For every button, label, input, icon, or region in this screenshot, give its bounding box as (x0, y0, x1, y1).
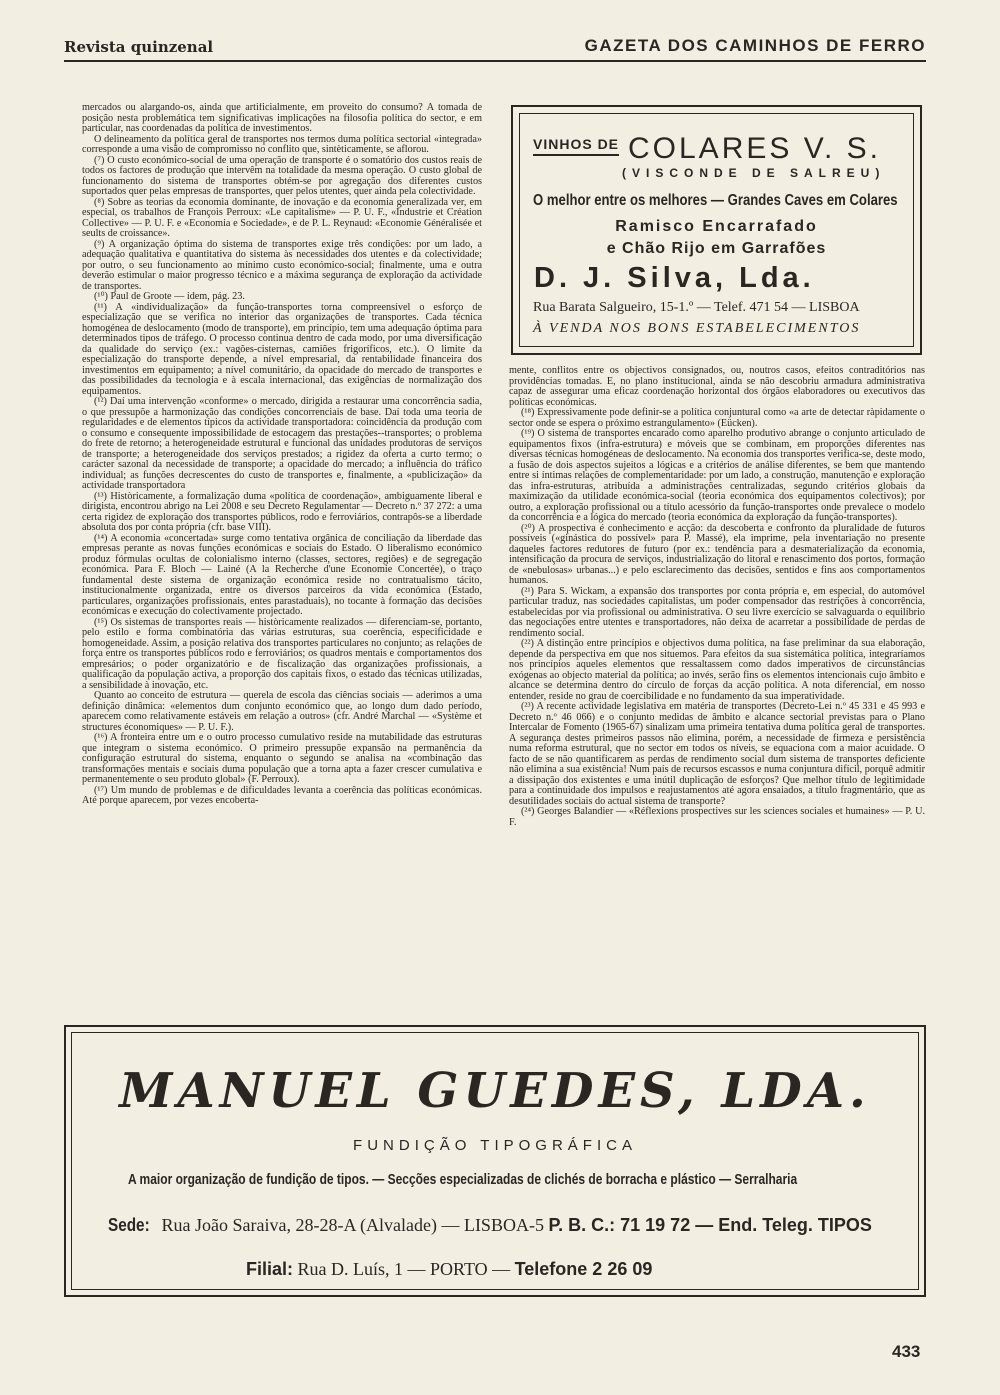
running-header (64, 34, 926, 62)
footnote: (²⁰) A prospectiva é conhecimento e acção: da descoberta e confronto da pluralidade de futuros possíveis («ginástica do possível» para P. Massé), ela imprime, pela inventariação no presente daqueles factores redutores de futuro (por ex.: tendência para a desmaterialização da economia, intensificação da procura de serviços, industrialização do litoral e renascimento dos portos, formação de «nebulosas» urbanas...) e pelo esclarecimento das decisões, sentidos e fins aos comportamentos humanos. (509, 522, 925, 586)
advert-product-2: e Chão Rijo em Garrafões (606, 240, 827, 257)
right-column (509, 366, 925, 1006)
left-column (82, 103, 482, 1005)
footnote: (⁷) O custo económico-social de uma operação de transporte é o somatório dos custos reais de todos os factores de produção que intervêm na totalidade da mesma operação. O custo global de funcionamento do sistema de transportes obtém-se por agregação dos diferentes custos suportados quer pelas empresas de transportes, quer pelos utentes, quer ainda pela colectividade. (82, 154, 482, 197)
paragraph: mente, conflitos entre os objectivos consignados, ou, noutros casos, efeitos contraditórios nas providências tomadas. E, no plano institucional, ainda se não descobriu armadura administrativa capaz de assegurar uma eficaz coordenação horizontal dos órgãos elaboradores ou executivos das políticas económicas. (509, 366, 925, 408)
filial-label: Filial: (246, 1259, 294, 1279)
footnote: (¹⁹) O sistema de transportes encarado como aparelho produtivo abrange o conjunto articulado de equipamentos fixos (infra-estrutura) e móveis que se combinam, em proporções diferentes nas diversas técnicas homogéneas de deslocamento. Na economia dos transportes verifica-se, deste modo, a fusão de dois aspectos sujeitos a lógicas e a critérios de análise diferentes, se bem que mantendo entre si íntimas relações de complementaridade: por um lado, a construção, manutenção e exploração das infra-estruturas, atribuída a administrações centralizadas, segundo critérios globais da maximização da utilidade económica-social (teoria económica dos equipamentos colectivos); por outro, a exploração profissional ou a título acessório da função-transportes onde prevalece o modelo da concorrência e a lógica do mercado (teoria económica da exploração da função-transportes). (509, 428, 925, 523)
advert-filial (246, 1259, 652, 1280)
footnote: (¹⁵) Os sistemas de transportes reais — històricamente realizados — diferenciam-se, portanto, pelo estilo e forma combinatória das várias estruturas, sua coerência, especificidade e homogeneidade. Assim, a posição relativa dos transportes particulares no conjunto; as relações de força entre os transportes públicos rodo e ferroviários; os quadros mentais e comportamentos dos empresários; o poder organizatório e de fiscalização das organizações profissionais, a qualificação da população activa, a proporção dos capitais fixos, o estado das técnicas utilizadas, a sensibilidade à inovação, etc. (82, 616, 482, 691)
page-number: 433 (892, 1342, 921, 1361)
footnote: (⁸) Sobre as teorias da economia dominante, de inovação e da economia generalizada ver, em especial, os trabalhos de François Perroux: «Le capitalisme» — P. U. F., «Industrie et Création Collective» — P. U. F. e «Economia e Sociedade», e de P. L. Reynaud: «Economie Généralisée et seults de croissance». (82, 196, 482, 239)
footnote: (¹⁴) A economia «concertada» surge como tentativa orgânica de conciliação da liberdade das empresas perante as novas funções económicas e sociais do Estado. O liberalismo económico produz fórmulas ocultas de colonialismo interno (classes, sectores, regiões) e de segregação económica. Para F. Bloch — Lainé (A la Recherche d'une Economie Concertée), o traço fundamental deste sistema de organização económica reside no contratualismo tácito, institucionalmente organizada, entre os diversos parceiros da vida económica (Estado, particulares, organizações profissionais, entes parastaduais), no tocante à formação das decisões económicas e execução do colectivamente projectado. (82, 532, 482, 617)
footnote: (⁹) A organização óptima do sistema de transportes exige três condições: por um lado, a adequação qualitativa e quantitativa do sistema às necessidades dos utentes e da colectividade; por outro, o seu funcionamento ao mínimo custo económico-social; finalmente, uma e outra deverão estimular o maior progresso técnico e a máxima segurança de exploração da actividade de transportes. (82, 238, 482, 292)
footnote: (¹⁰) Paul de Groote — idem, pág. 23. (94, 291, 245, 302)
sede-pbc: P. B. C.: 71 19 72 — End. Teleg. TIPOS (548, 1215, 872, 1235)
advert-manuel-guedes (64, 1025, 926, 1297)
paragraph: O delineamento da política geral de transportes nos termos duma política sectorial «integrada» corresponde a uma visão de compromisso no conflito que, sintèticamente, se aflorou. (82, 133, 482, 155)
advert-subtitle: (VISCONDE DE SALREU) (622, 166, 886, 180)
advert-brand: COLARES V. S. (628, 132, 881, 165)
footnote: (¹¹) A «individualização» da função-transportes torna compreensível o esforço de especialização que se verifica no interior das organizações de transportes. Cada técnica homogénea de deslocamento (modo de transporte), em princípio, tem uma adequação óptima para determinados tipos de tráfego. O processo continua dentro de cada modo, por uma diversificação da qualidade do serviço (ex.: vagões-cisternas, camiões frigoríficos, etc.). O limite da especialização do transporte depende, a nível empresarial, da rentabilidade financeira dos investimentos em equipamento; a nível comunitário, da opacidade do mercado de transportes e das possibilidades da tecnologia e à escala internacional, das exigências de normalização dos equipamentos. (82, 301, 482, 397)
footnote: (²³) A recente actividade legislativa em matéria de transportes (Decreto-Lei n.º 45 331 e 45 993 e Decreto n.º 46 066) e o conjunto medidas de âmbito e alcance sectorial previstas para o Plano Intercalar de Fomento (1965-67) sinalizam uma primeira tentativa duma política geral de transportes. A segurança destes primeiros passos não elimina, porém, a necessidade de firmeza e persistência numa reforma estrutural, que no sector em todos os níveis, se equaciona com a maior acuidade. O facto de se não quantificarem as perdas de rendimento social dum sistema de transportes deficiente não elimina a sua existência! Num país de recursos escassos e numa conjuntura difícil, porquê admitir a dissipação dos existentes e uma inútil duplicação de esforços? Que melhor título de legitimidade para a continuidade dos impulsos e reajustamentos até agora ensaiados, a título fragmentário, que as desutilidades sociais do actual sistema de transporte? (509, 701, 925, 807)
footnote: (¹⁸) Expressivamente pode definir-se a política conjuntural como «a arte de detectar ràpidamente o sector onde se espera o próximo estrangulamento» (Eücken). (509, 407, 925, 429)
footnote: (¹²) Daí uma intervenção «conforme» o mercado, dirigida a restaurar uma concorrência sadia, o que pressupõe a harmonização das condições concorrenciais de base. Daí toda uma teoria de regularidades e de elementos típicos da actividade transportadora: coincidência da produção com o consumo e consequente impossibilidade de estocagem das prestações--transportes; o problema do frete de retorno; a heterogeneidade estrutural e funcional das unidades produtoras de serviços de transporte; a heterogeneidade dos serviços prestados; a rigidez da oferta a curto termo; o carácter sazonal da necessidade de transporte; a opacidade do mercado; a influência do tráfico individual; as funções decrescentes do custo de transportes e, finalmente, a «publicização» da actividade transportadora (82, 396, 482, 491)
footnote: (²²) A distinção entre princípios e objectivos duma política, na fase preliminar da sua elaboração, depende da perspectiva em que nos situemos. Para efeitos da sua sistemática política, integraríamos nos princípios aqueles elementos que ressaltassem como dados imperativos de circunstâncias exógenas ao objecto material da política; ao invés, serão fins os elementos intencionais cujo âmbito e alcance se determina dentro do círculo de forças da acção política. A nota diferencial, em nosso entender, reside no grau de coercibilidade e no fundamento da sua imperatividade. (509, 638, 925, 702)
footnote: (²¹) Para S. Wickam, a expansão dos transportes por conta própria e, em especial, do automóvel particular traduz, nas sociedades capitalistas, um poder compensador das restrições à concorrência, estabelecidas por via profissional ou administrativa. O seu livre exercício se salvaguarda o equilíbrio das negociações entre utentes e transportadores, não deixa de acarretar a possibilidade de perdas de rendimento social. (509, 585, 925, 639)
advert-address: Rua Barata Salgueiro, 15-1.º — Telef. 471 54 — LISBOA (533, 300, 860, 315)
sede-address: Rua João Saraiva, 28-28-A (Alvalade) — LISBOA-5 (161, 1215, 544, 1235)
header-right: GAZETA DOS CAMINHOS DE FERRO (584, 36, 926, 55)
advert-sede (108, 1215, 872, 1236)
footnote: (¹⁶) A fronteira entre um e o outro processo cumulativo reside na mutabilidade das estruturas que integram o sistema económico. O primeiro pressupõe expansão na permanência da configuração estrutural do sistema, enquanto o segundo se analisa na «combinação das transformações mentais e sociais duma população que a torna apta a fazer crescer cumulativa e permanentemente o seu produto global» (F. Perroux). (82, 732, 482, 785)
divider (533, 154, 619, 156)
header-left: Revista quinzenal (64, 38, 214, 56)
advert-colares (511, 105, 922, 355)
filial-address: Rua D. Luís, 1 — PORTO — (297, 1259, 511, 1279)
advert-slogan: O melhor entre os melhores — Grandes Caves em Colares (533, 192, 898, 209)
advert-slogan: A maior organização de fundição de tipos. — Secções especializadas de clichés de borracha e plástico — Serralharia (128, 1171, 798, 1188)
advert-subtitle: FUNDIÇÃO TIPOGRÁFICA (353, 1137, 637, 1154)
footnote: (²⁴) Georges Balandier — «Réflexions prospectives sur les sciences sociales et humaines» — P. U. F. (509, 806, 925, 828)
advert-footer: À VENDA NOS BONS ESTABELECIMENTOS (533, 321, 861, 336)
filial-telefone: Telefone 2 26 09 (514, 1259, 653, 1279)
footnote: (¹³) Històricamente, a formalização duma «política de coordenação», ambiguamente liberal e dirigista, encontrou abrigo na Lei 2008 e seu Decreto Regulamentar — Decreto n.º 37 272: a uma certa rigidez de exploração dos transportes públicos, rodo e ferroviários, contrapôs-se a liberdade absoluta dos por conta própria (cfr. base VIII). (82, 490, 482, 533)
advert-inner-border (71, 1032, 919, 1290)
advert-product-1: Ramisco Encarrafado (615, 218, 818, 235)
advert-company: D. J. Silva, Lda. (534, 262, 815, 294)
paragraph: mercados ou alargando-os, ainda que artificialmente, em proveito do consumo? A tomada de posição nesta problemática tem significativas implicações na filosofia política do sector, e em particular, nas coordenadas da política de investimentos. (82, 103, 482, 134)
footnote: (¹⁷) Um mundo de problemas e de dificuldades levanta a coerência das políticas económicas. Até porque aparecem, por vezes encoberta- (82, 784, 482, 806)
sede-label: Sede: (108, 1215, 150, 1235)
advert-inner-border (519, 113, 914, 347)
advert-vinhos: VINHOS DE (533, 136, 620, 152)
advert-company: MANUEL GUEDES, LDA. (119, 1063, 871, 1119)
paragraph: Quanto ao conceito de estrutura — querela de escola das ciências sociais — aderimos a uma definição dinâmica: «elementos dum conjunto económico que, ao longo dum dado período, aparecem como relativamente estáveis em relação a outros» (cfr. André Marchal — «Système et structures économiques» — P. U. F.). (82, 690, 482, 733)
